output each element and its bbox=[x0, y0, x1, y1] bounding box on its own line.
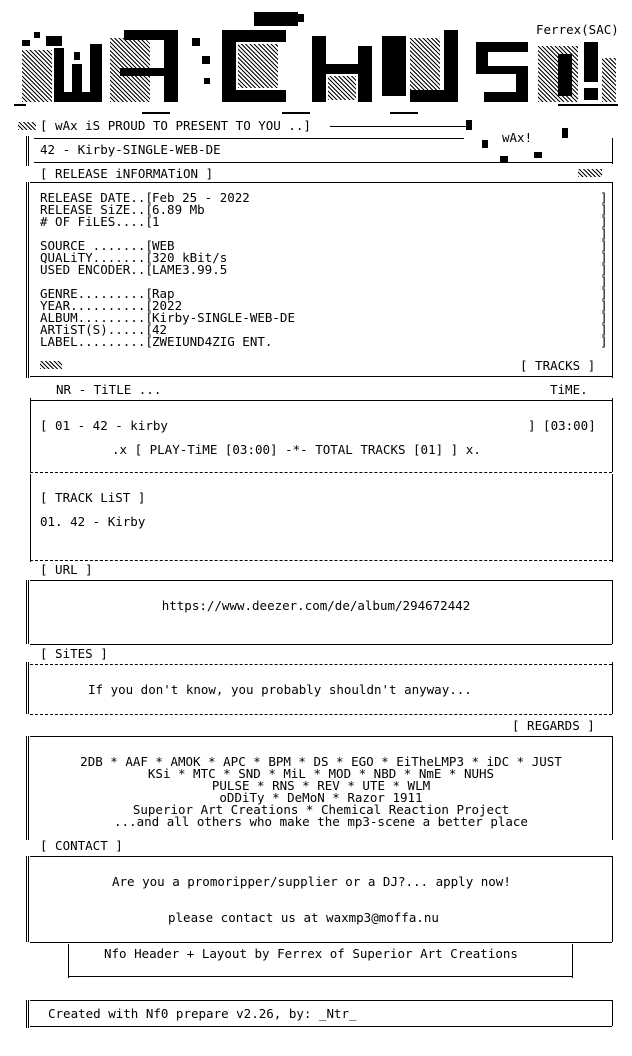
bracket-close: ] bbox=[600, 238, 608, 253]
frame-right bbox=[612, 662, 613, 714]
frame-left bbox=[26, 736, 29, 840]
play-time-summary: .x [ PLAY-TiME [03:00] -*- TOTAL TRACKS [01] ] x. bbox=[112, 442, 481, 457]
release-info-key: USED ENCODER..[ bbox=[40, 262, 153, 277]
regards-line: 2DB * AAF * AMOK * APC * BPM * DS * EGO * EiTheLMP3 * iDC * JUST bbox=[80, 754, 562, 769]
regards-line: PULSE * RNS * REV * UTE * WLM bbox=[211, 778, 431, 793]
frame-left bbox=[26, 856, 29, 942]
bracket-close: ] bbox=[600, 214, 608, 229]
bracket-close: ] bbox=[600, 202, 608, 217]
section-label-url: [ URL ] bbox=[40, 562, 93, 577]
release-info-value: WEB bbox=[152, 238, 175, 253]
release-info-key: YEAR..........[ bbox=[40, 298, 153, 313]
frame-left bbox=[26, 136, 29, 166]
frame-bottom bbox=[30, 1026, 612, 1027]
frame-bottom bbox=[30, 376, 612, 377]
bracket-close: ] bbox=[600, 262, 608, 277]
track-time: ] [03:00] bbox=[528, 418, 596, 433]
release-info-key: QUALiTY.......[ bbox=[40, 250, 153, 265]
bracket-close: ] bbox=[600, 334, 608, 349]
frame-top bbox=[30, 580, 612, 581]
hatch-mark bbox=[578, 169, 602, 177]
bracket-close: ] bbox=[600, 310, 608, 325]
regards-line: KSi * MTC * SND * MiL * MOD * NBD * NmE * NUHS bbox=[147, 766, 495, 781]
frame-top bbox=[30, 736, 612, 737]
release-info-key: SOURCE .......[ bbox=[40, 238, 153, 253]
frame-right bbox=[612, 856, 613, 942]
bracket-close: ] bbox=[600, 250, 608, 265]
frame-right bbox=[612, 474, 613, 562]
regards-line: Superior Art Creations * Chemical Reaction Project bbox=[132, 802, 510, 817]
bracket-close: ] bbox=[600, 274, 608, 289]
frame-top bbox=[30, 182, 612, 183]
frame-left bbox=[26, 1000, 29, 1028]
release-info-key: LABEL.........[ bbox=[40, 334, 153, 349]
release-info-key: # OF FiLES....[ bbox=[40, 214, 153, 229]
col-time-header: TiME. bbox=[550, 382, 588, 397]
release-title: 42 - Kirby-SINGLE-WEB-DE bbox=[40, 142, 221, 157]
album-url[interactable]: https://www.deezer.com/de/album/294672442 bbox=[161, 598, 471, 613]
frame-left bbox=[26, 182, 29, 378]
wax-ascii-logo bbox=[14, 8, 618, 114]
proud-line: [ wAx iS PROUD TO PRESENT TO YOU ..] bbox=[40, 118, 311, 133]
release-info-value: 6.89 Mb bbox=[152, 202, 205, 217]
frame-left bbox=[68, 944, 69, 978]
frame-left bbox=[26, 580, 29, 644]
frame-right bbox=[612, 736, 613, 840]
divider bbox=[30, 560, 612, 561]
divider bbox=[30, 472, 612, 473]
divider bbox=[30, 400, 612, 401]
frame-top bbox=[34, 138, 464, 139]
regards-line: oDDiTy * DeMoN * Razor 1911 bbox=[219, 790, 423, 805]
section-label-release-info: [ RELEASE iNFORMATiON ] bbox=[40, 166, 214, 181]
regards-line: ...and all others who make the mp3-scene a better place bbox=[114, 814, 528, 829]
frame-right bbox=[612, 182, 613, 378]
release-info-value: 1 bbox=[152, 214, 160, 229]
frame-right bbox=[612, 398, 613, 472]
frame-top bbox=[30, 856, 612, 857]
bracket-close: ] bbox=[600, 298, 608, 313]
hatch-mark bbox=[40, 361, 62, 369]
contact-email[interactable]: please contact us at waxmp3@moffa.nu bbox=[168, 910, 439, 925]
release-info-value: 42 bbox=[152, 322, 168, 337]
frame-top bbox=[30, 1000, 612, 1001]
section-label-tracks: [ TRACKS ] bbox=[520, 358, 596, 373]
frame-right bbox=[612, 580, 613, 644]
release-info-value: Rap bbox=[152, 286, 175, 301]
frame-bottom bbox=[30, 644, 612, 645]
regards-list bbox=[30, 756, 612, 828]
layout-credit: Nfo Header + Layout by Ferrex of Superior Art Creations bbox=[104, 946, 518, 961]
divider bbox=[30, 714, 612, 715]
frame-right bbox=[612, 138, 613, 164]
release-info-key: RELEASE SiZE..[ bbox=[40, 202, 153, 217]
frame-bottom bbox=[68, 976, 572, 977]
release-info-value: 320 kBit/s bbox=[152, 250, 228, 265]
hatch-mark bbox=[18, 122, 36, 130]
section-label-contact: [ CONTACT ] bbox=[40, 838, 123, 853]
release-info-value: Kirby-SINGLE-WEB-DE bbox=[152, 310, 295, 325]
frame-left bbox=[30, 474, 31, 562]
divider bbox=[30, 664, 612, 665]
col-title-header: NR - TiTLE ... bbox=[56, 382, 162, 397]
frame-left bbox=[26, 662, 29, 714]
section-label-regards: [ REGARDS ] bbox=[512, 718, 595, 733]
frame-bottom bbox=[34, 162, 612, 163]
bracket-close: ] bbox=[600, 226, 608, 241]
track-list-item: 01. 42 - Kirby bbox=[40, 514, 146, 529]
release-info-key: GENRE.........[ bbox=[40, 286, 153, 301]
release-info-row bbox=[40, 336, 606, 348]
section-label-sites: [ SiTES ] bbox=[40, 646, 108, 661]
frame-right bbox=[572, 944, 573, 978]
frame-bottom bbox=[30, 942, 612, 943]
release-info-key: ARTiST(S).....[ bbox=[40, 322, 153, 337]
release-info-row bbox=[40, 216, 606, 228]
release-info-key: ALBUM.........[ bbox=[40, 310, 153, 325]
frame-right bbox=[612, 1000, 613, 1026]
release-info-key: RELEASE DATE..[ bbox=[40, 190, 153, 205]
divider bbox=[330, 126, 470, 127]
group-tag: wAx! bbox=[502, 130, 533, 145]
contact-line-1: Are you a promoripper/supplier or a DJ?... apply now! bbox=[112, 874, 511, 889]
release-info-value: Feb 25 - 2022 bbox=[152, 190, 250, 205]
release-info-value: ZWEIUND4ZIG ENT. bbox=[152, 334, 273, 349]
frame-left bbox=[30, 398, 31, 472]
track-entry: [ 01 - 42 - kirby bbox=[40, 418, 168, 433]
bracket-close: ] bbox=[600, 190, 608, 205]
sites-text: If you don't know, you probably shouldn't anyway... bbox=[88, 682, 472, 697]
bracket-close: ] bbox=[600, 286, 608, 301]
release-info-value: 2022 bbox=[152, 298, 183, 313]
artist-tag: Ferrex(SAC) bbox=[536, 22, 619, 37]
release-info-value: LAME3.99.5 bbox=[152, 262, 228, 277]
release-info-row bbox=[40, 264, 606, 276]
bracket-close: ] bbox=[600, 322, 608, 337]
section-label-track-list: [ TRACK LiST ] bbox=[40, 490, 146, 505]
created-with: Created with Nf0 prepare v2.26, by: _Ntr_ bbox=[48, 1006, 357, 1021]
